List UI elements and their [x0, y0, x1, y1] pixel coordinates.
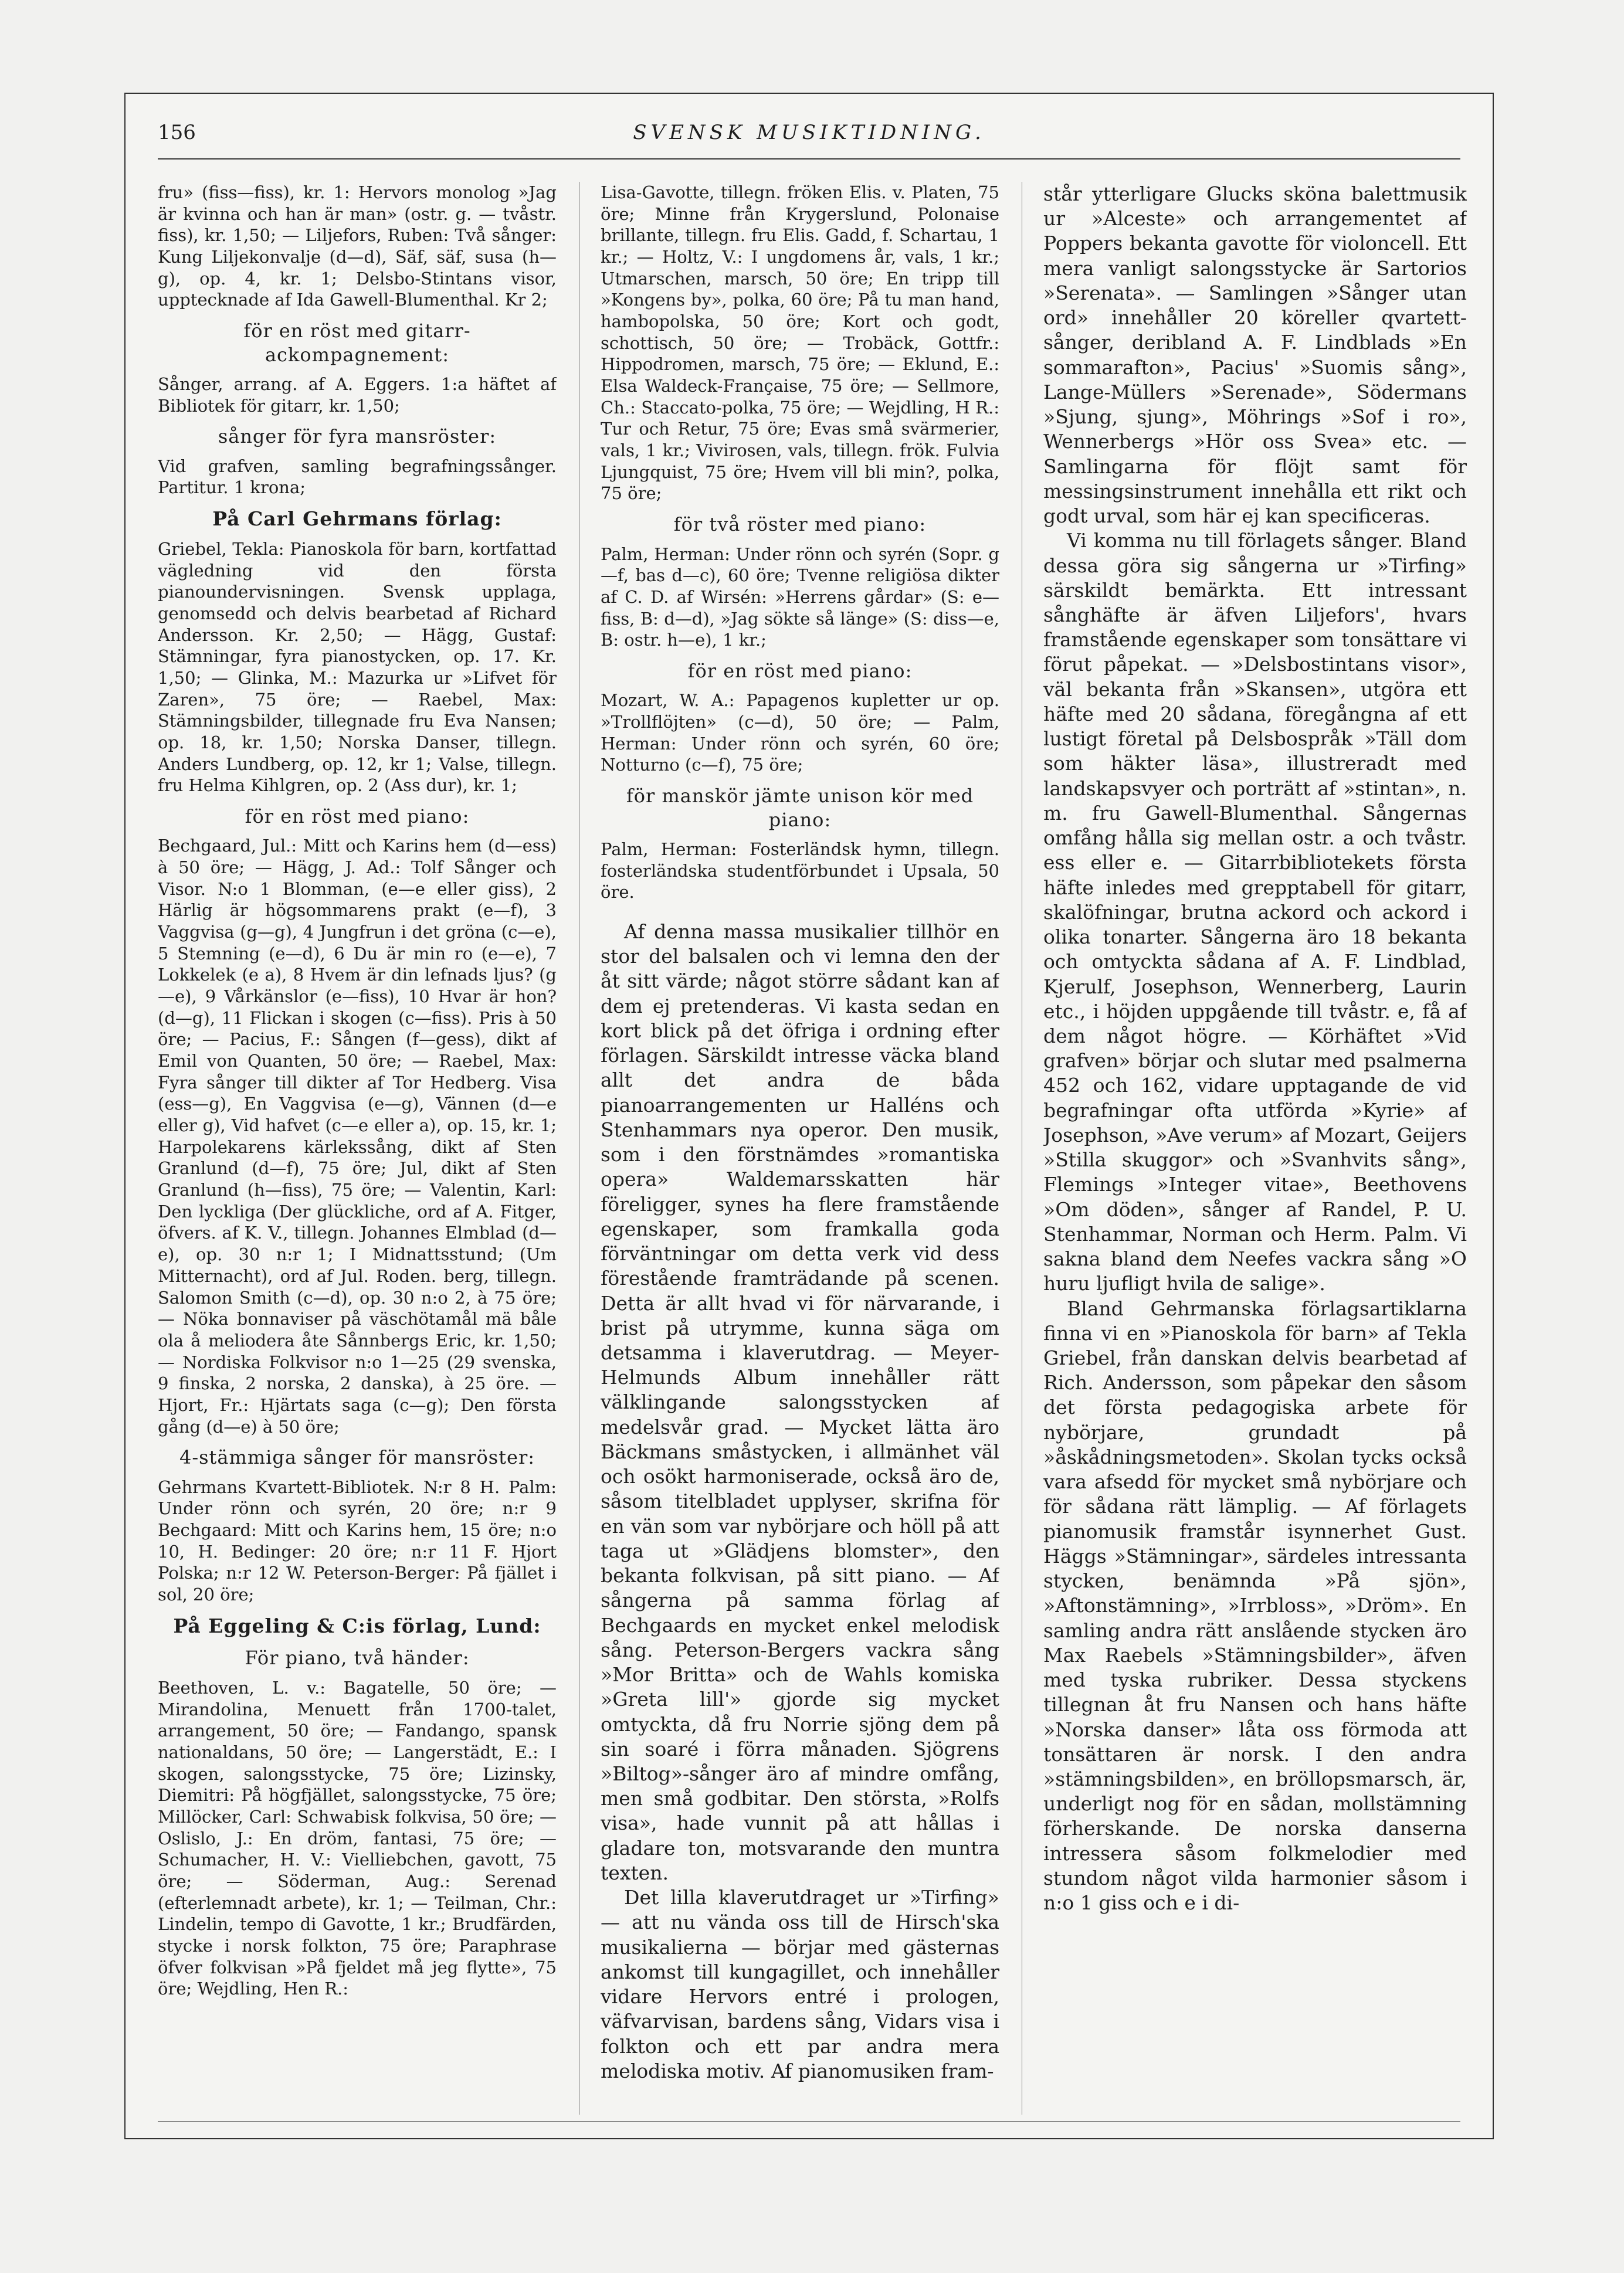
review-prose [601, 920, 999, 2084]
column-right [1043, 182, 1467, 2115]
section-heading: för en röst med piano: [687, 659, 913, 682]
paragraph: Gehrmans Kvartett-Bibliotek. N:r 8 H. Palm: Under rönn och syrén, 20 öre; n:r 9 Bechgaard: Mitt och Karins hem, 15 öre; n:o 10, H. Bedinger: 20 öre; n:r 11 F. Hjort Polska; n:r 12 W. Peterson-Berger: På fjället i sol, 20 öre; [158, 1477, 557, 1605]
text-columns [158, 182, 1467, 2115]
paragraph: Mozart, W. A.: Papagenos kupletter ur op. »Trollflöjten» (c—d), 50 öre; — Palm, Herman: Under rönn och syrén, 60 öre; Notturno (c—f), 75 öre; [601, 690, 999, 775]
paragraph: Af denna massa musikalier tillhör en stor del balsalen och vi lemna den der åt sitt värde; något större sådant kan af dem ej pretenderas. Vi kasta sedan en kort blick på det öfriga i ordning efter förlagen. Särskildt intresse väcka bland allt det andra de båda pianoarrangementen ur Halléns och Stenhammars nya operor. Den musik, som i den förstnämdes »romantiska opera» Waldemarsskatten här föreligger, synes ha flere framstående egenskaper, som framkalla goda förväntningar om detta verk vid dess förestående framträdande på scenen. Detta är allt hvad vi för närvarande, i brist på utrymme, kunna säga om detsamma i klaverutdrag. — Meyer-Helmunds Album innehåller rätt välklingande salongsstycken af medelsvår grad. — Mycket lätta äro Bäckmans småstycken, i allmänhet väl och osökt harmoniserade, också äro de, såsom titelbladet upplyser, skrifna för en vän som var nybörjare och höll på att taga ut »Glädjens blomster», den bekanta folkvisan, på sitt piano. — Af sångerna på samma förlag af Bechgaards en mycket enkel melodisk sång. Peterson-Bergers vackra sång »Mor Britta» och de Wahls komiska »Greta lill'» gjorde sig mycket omtyckta, då fru Norrie sjöng dem på sin soaré i förra månaden. Sjögrens »Biltog»-sånger äro af mindre omfång, men små godbitar. Den största, »Rolfs visa», hade vunnit på att hållas i gladare ton, motsvarande den muntra texten. [601, 920, 999, 1884]
paragraph: står ytterligare Glucks sköna balettmusik ur »Alceste» och arrangementet af Poppers bekanta gavotte för violoncell. Ett mera vanligt salongsstycke är Sartorios »Serenata». — Samlingen »Sånger utan ord» innehåller 20 köreller qvartett-sånger, deribland A. F. Lindblads »En sommarafton», Pacius' »Suomis sång», Lange-Müllers »Serenade», Södermans »Sjung, sjung», Möhrings »Sof i ro», Wennerbergs »Hör oss Svea» etc. — Samlingarna för flöjt samt för messingsinstrument innehålla ett rikt och godt urval, som här ej kan specificeras. [1043, 182, 1467, 528]
section-heading: för en röst med gitarr-ackompagnement: [243, 320, 471, 366]
paragraph: Det lilla klaverutdraget ur »Tirfing» — att nu vända oss till de Hirsch'ska musikalierna — börjar med gästernas ankomst till kungagillet, och innehåller vidare Hervors entré i prologen, väfvarvisan, bardens sång, Vidars visa i folkton och ett par andra mera melodiska motiv. Af pianomusiken fram- [601, 1886, 999, 2082]
paragraph: Bechgaard, Jul.: Mitt och Karins hem (d—ess) à 50 öre; — Hägg, J. Ad.: Tolf Sånger och Visor. N:o 1 Blomman, (e—e eller giss), 2 Härlig är högsommarens prakt (e—f), 3 Vaggvisa (g—g), 4 Jungfrun i det gröna (c—e), 5 Stemning (e—d), 6 Du är min ro (e—e), 7 Lokkelek (e a), 8 Hvem är din lefnads ljus? (g—e), 9 Vårkänslor (e—fiss), 10 Hvar är hon? (d—g), 11 Flickan i skogen (c—fiss). Pris à 50 öre; — Pacius, F.: Sången (f—gess), dikt af Emil von Quanten, 50 öre; — Raebel, Max: Fyra sånger till dikter af Tor Hedberg. Visa (ess—g), En Vaggvisa (e—g), Vännen (d—e eller g), Vid hafvet (c—e eller a), op. 15, kr. 1; Harpolekarens kärlekssång, dikt af Sten Granlund (d—f), 75 öre; Jul, dikt af Sten Granlund (h—fiss), 75 öre; — Valentin, Karl: Den lyckliga (Der glückliche, ord af A. Fitger, öfvers. af K. V., tillegn. Johannes Elmblad (d—e), op. 30 n:r 1; I Midnattsstund; (Um Mitternacht), ord af Jul. Roden. berg, tillegn. Salomon Smith (c—d), op. 30 n:o 2, à 75 öre; — Nöka bonnaviser på väschötamål mä båle ola å meliodera åte Sånnbergs Eric, kr. 1,50; — Nordiska Folkvisor n:o 1—25 (29 svenska, 9 finska, 2 norska, 2 danska), à 25 öre. — Hjort, Fr.: Hjärtats saga (c—g); Den första gång (d—e) à 50 öre; [158, 836, 557, 1437]
page-frame [124, 93, 1494, 2139]
paragraph: Palm, Herman: Under rönn och syrén (Sopr. g—f, bas d—c), 60 öre; Tvenne religiösa dikter af C. D. af Wirsén: »Herrens gårdar» (S: e—fiss, B: d—d), »Jag sökte så länge» (S: diss—e, B: ostr. h—e), 1 kr.; [601, 544, 999, 650]
section-heading: för två röster med piano: [673, 513, 927, 536]
paragraph: fru» (fiss—fiss), kr. 1: Hervors monolog »Jag är kvinna och han är man» (ostr. g. — tvåstr. fiss), kr. 1,50; — Liljefors, Ruben: Två sånger: Kung Liljekonvalje (d—d), Säf, säf, susa (h—g), op. 4, kr. 1; Delsbo-Stintans visor, upptecknade af Ida Gawell-Blumenthal. Kr 2; [158, 182, 557, 310]
bottom-rule [158, 2121, 1460, 2122]
page-number: 156 [158, 121, 196, 144]
paragraph: Lisa-Gavotte, tillegn. fröken Elis. v. Platen, 75 öre; Minne från Krygerslund, Polonaise brillante, tillegn. fru Elis. Gadd, f. Schartau, 1 kr.; — Holtz, V.: I ungdomens år, vals, 1 kr.; Utmarschen, marsch, 50 öre; En tripp till »Kongens by», polka, 60 öre; På tu man hand, hambopolska, 50 öre; Kort och godt, schottisch, 50 öre; — Trobäck, Gottfr.: Hippodromen, marsch, 75 öre; — Eklund, E.: Elsa Waldeck-Française, 75 öre; — Sellmore, Ch.: Staccato-polka, 75 öre; — Wejdling, H R.: Tur och Retur, 75 öre; Evas små svärmerier, vals, 1 kr.; Vivirosen, vals, tillegn. frök. Fulvia Ljungquist, 75 öre; Hvem vill bli min?, polka, 75 öre; [601, 182, 999, 504]
section-heading: För piano, två händer: [245, 1647, 470, 1670]
publisher-heading: På Carl Gehrmans förlag: [212, 507, 502, 531]
section-heading: 4-stämmiga sånger för mansröster: [179, 1446, 535, 1469]
paragraph: Vid grafven, samling begrafningssånger. Partitur. 1 krona; [158, 456, 557, 498]
section-heading: sånger för fyra mansröster: [218, 425, 497, 448]
section-heading: för manskör jämte unison kör med piano: [626, 785, 974, 831]
paragraph: Griebel, Tekla: Pianoskola för barn, kortfattad vägledning vid den första pianoundervisningen. Svensk upplaga, genomsedd och delvis bearbetad af Richard Andersson. Kr. 2,50; — Hägg, Gustaf: Stämningar, fyra pianostycken, op. 17. Kr. 1,50; — Glinka, M.: Mazurka ur »Lifvet för Zaren», 75 öre; — Raebel, Max: Stämningsbilder, tillegnade fru Eva Nansen; op. 18, kr. 1,50; Norska Danser, tillegn. Anders Lundberg, op. 12, kr 1; Valse, tillegn. fru Helma Kihlgren, op. 2 (Ass dur), kr. 1; [158, 538, 557, 796]
paragraph: Sånger, arrang. af A. Eggers. 1:a häftet af Bibliotek för gitarr, kr. 1,50; [158, 374, 557, 416]
paragraph: Beethoven, L. v.: Bagatelle, 50 öre; — Mirandolina, Menuett från 1700-talet, arrangement, 50 öre; — Fandango, spansk nationaldans, 50 öre; — Langerstädt, E.: I skogen, salongsstycke, 75 öre; Lizinsky, Diemitri: På högfjället, salongsstycke, 75 öre; Millöcker, Carl: Schwabisk folkvisa, 50 öre; — Oslislo, J.: En dröm, fantasi, 75 öre; — Schumacher, H. V.: Vielliebchen, gavott, 75 öre; — Söderman, Aug.: Serenad (efterlemnadt arbete), kr. 1; — Teilman, Chr.: Lindelin, tempo di Gavotte, 1 kr.; Brudfärden, stycke i norsk folkton, 75 öre; Paraphrase öfver folkvisan »På fjeldet må jeg flytte», 75 öre; Wejdling, Hen R.: [158, 1677, 557, 1999]
page-header [158, 117, 1460, 160]
paragraph: Vi komma nu till förlagets sånger. Bland dessa göra sig sångerna ur »Tirfing» särskildt bemärkta. Ett intressant sånghäfte är äfven Liljefors', hvars framstående egenskaper som tonsättare vi förut påpekat. — »Delsbostintans visor», väl bekanta från »Skansen», utgöra ett häfte med 20 sådana, föregångna af ett lustigt företal på Delsbospråk »Täll dom som häkter läsa», illustreradt med landskapsvyer och porträtt af »stintan», n. m. fru Gawell-Blumenthal. Sångernas omfång hålla sig mellan ostr. a och tvåstr. ess eller e. — Gitarrbibliotekets första häfte inledes med grepptabell för gitarr, skalöfningar, brutna ackord och ackord i olika tonarter. Sångerna äro 18 bekanta och omtyckta sådana af A. F. Lindblad, Kjerulf, Josephson, Wennerberg, Laurin etc., i höjden uppgående till tvåstr. e, få af dem något högre. — Körhäftet »Vid grafven» börjar och slutar med psalmerna 452 och 162, vidare upptagande de vid begrafningar ofta utförda »Kyrie» af Josephson, »Ave verum» af Mozart, Geijers »Stilla skuggor» och »Svanhvits sång», Flemings »Integer vitae», Beethovens »Om döden», sånger af Randel, P. U. Stenhammar, Norman och Herm. Palm. Vi sakna bland dem Neefes vackra sång »O huru ljufligt hvila de salige». [1043, 529, 1467, 1295]
column-left [158, 182, 557, 2115]
publisher-heading: På Eggeling & C:is förlag, Lund: [173, 1614, 541, 1637]
section-heading: för en röst med piano: [245, 805, 470, 827]
paragraph: Bland Gehrmanska förlagsartiklarna finna vi en »Pianoskola för barn» af Tekla Griebel, från danskan delvis bearbetad af Rich. Andersson, som påpekar den såsom det första pedagogiska arbete för nybörjare, grundadt på »åskådningsmetoden». Skolan tycks också vara afsedd för mycket små nybörjare och för sådana rätt lämplig. — Af förlagets pianomusik framstår isynnerhet Gust. Häggs »Stämningar», särdeles intressanta stycken, benämnda »På sjön», »Aftonstämning», »Irrbloss», »Dröm». En samling andra rätt anslående stycken äro Max Raebels »Stämningsbilder», äfven med tyska rubriker. Dessa styckens tillegnan åt fru Nansen och hans häfte »Norska danser» låta oss förmoda att tonsättaren är norsk. I den andra »stämningsbilden», en bröllopsmarsch, är, underligt nog för en sådan, mollstämning förherskande. De norska danserna intressera såsom folkmelodier med stundom något vilda harmonier såsom i n:o 1 giss och e i di- [1043, 1297, 1467, 1915]
running-title: SVENSK MUSIKTIDNING. [633, 121, 985, 144]
column-middle [601, 182, 999, 2115]
paragraph: Palm, Herman: Fosterländsk hymn, tillegn. fosterländska studentförbundet i Upsala, 50 öre. [601, 839, 999, 903]
